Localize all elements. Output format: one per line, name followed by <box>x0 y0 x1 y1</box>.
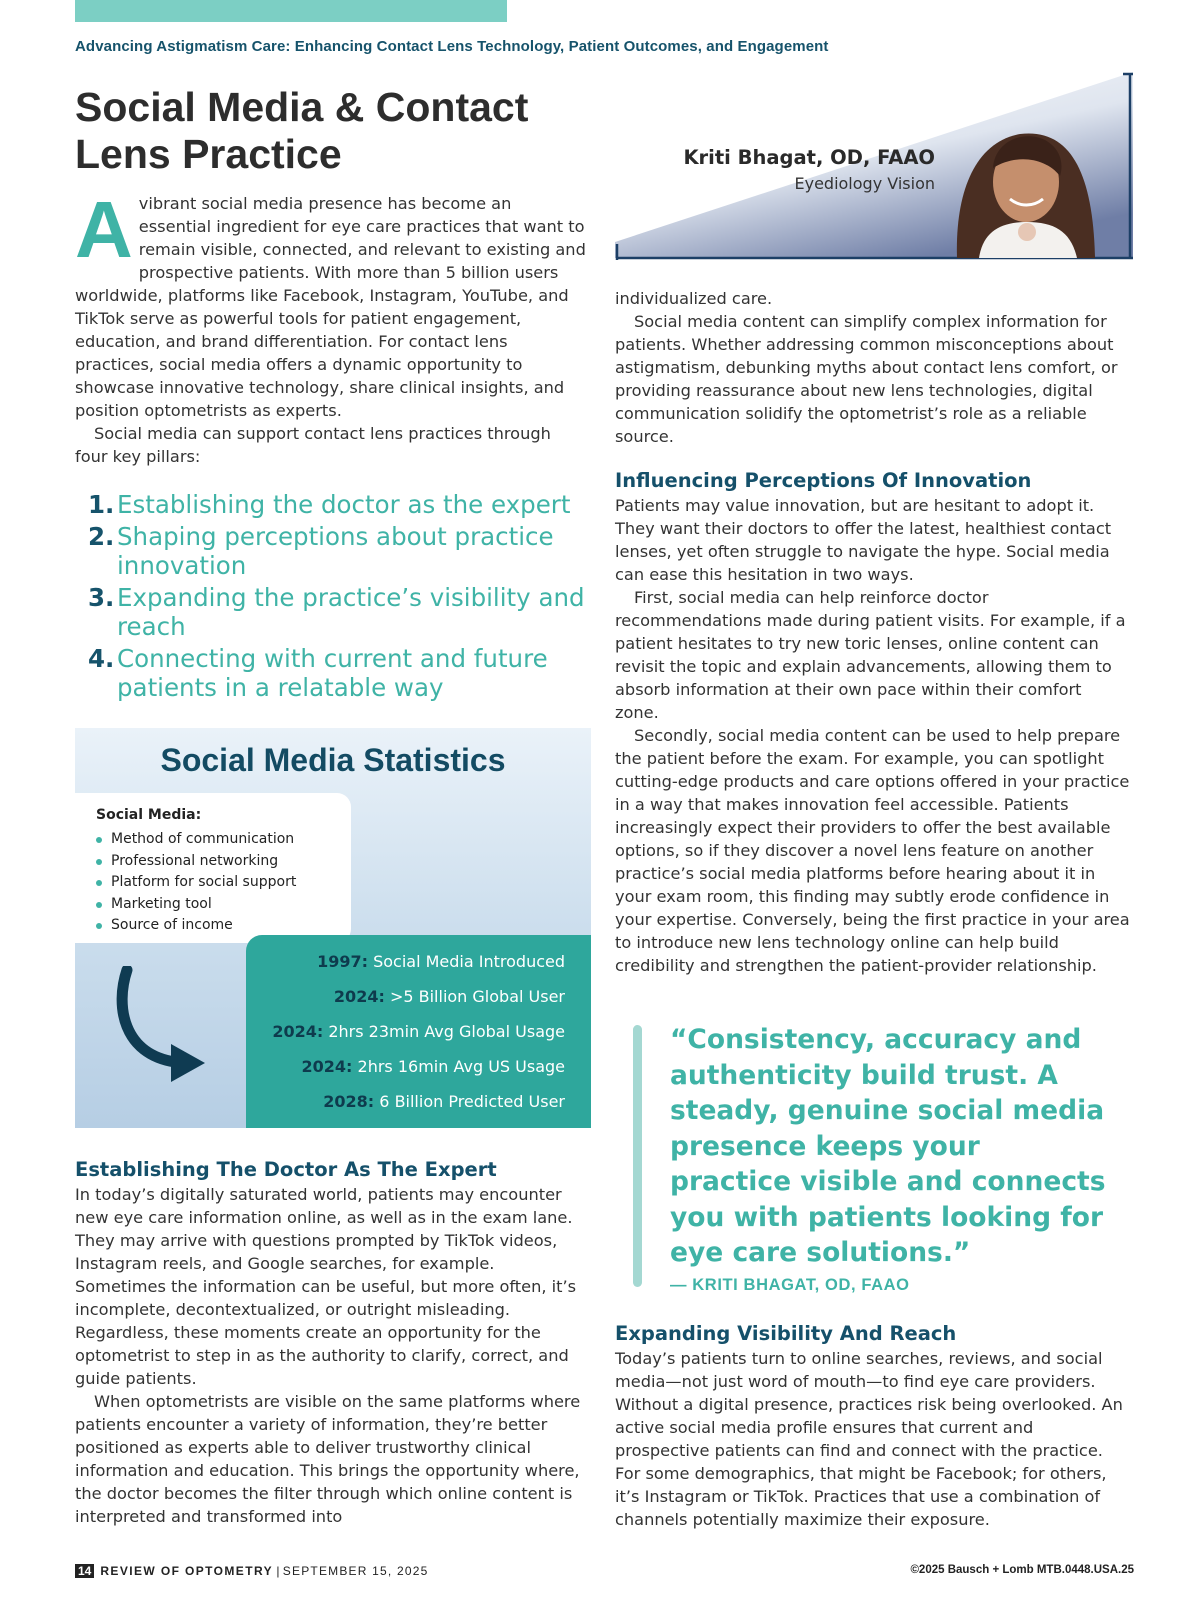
timeline-row <box>323 1092 565 1111</box>
pull-quote: “Consistency, accuracy and authenticity build trust. A steady, genuine social media presence keeps your practice visible and connects you with patients looking for eye care solutions.” <box>670 1024 1106 1268</box>
uses-heading: Social Media: <box>96 807 202 823</box>
pillar-text: Shaping perceptions about practice innovation <box>117 521 554 580</box>
pillar-item <box>88 522 588 581</box>
section-expert-body <box>75 1183 587 1528</box>
uses-item-text: Professional networking <box>111 852 279 869</box>
section-visibility-body <box>615 1347 1130 1531</box>
paragraph: Patients may value innovation, but are hesitant to adopt it. They want their doctors to offer the latest, healthiest contact lenses, yet often struggle to navigate the hype. Social media can ease this hesitation in two ways. <box>615 496 1112 584</box>
right-column-intro <box>615 287 1130 448</box>
social-media-statistics-panel <box>75 728 591 1128</box>
pillar-number: 4. <box>88 643 115 673</box>
intro-paragraph-1: vibrant social media presence has become an essential ingredient for eye care practices that want to remain visible, connected, and relevant to existing and prospective patients. With more than 5 billion users worldwide, platforms like Facebook, Instagram, YouTube, and TikTok serve as powerful tools for patient engagement, education, and brand differentiation. For contact lens practices, social media offers a dynamic opportunity to showcase innovative technology, share clinical insights, and position optometrists as experts. <box>75 194 586 420</box>
timeline-year: 2024: <box>272 1022 324 1041</box>
stats-title: Social Media Statistics <box>160 742 506 778</box>
pillar-item <box>88 644 588 703</box>
issue-date: SEPTEMBER 15, 2025 <box>282 1564 429 1578</box>
section-innovation-body <box>615 494 1130 977</box>
top-accent-bar <box>75 0 507 22</box>
paragraph: Secondly, social media content can be used to help prepare the patient before the exam. For example, you can spotlight cutting-edge products and care options offered in your practice in a way that makes innovation feel accessible. Patients increasingly expect their providers to offer the best available options, so if they discover a novel lens feature on another practice’s social media platforms before hearing about it in your exam room, this finding may subtly erode confidence in your expertise. Conversely, being the first practice in your area to introduce new lens technology online can help build credibility and strengthen the patient-provider relationship. <box>615 726 1130 975</box>
timeline-year: 1997: <box>317 952 368 971</box>
author-card <box>615 72 1133 260</box>
pillars-list <box>88 490 588 705</box>
timeline-year: 2024: <box>333 987 385 1006</box>
bullet-dot-icon <box>96 880 102 886</box>
curved-arrow-icon <box>113 966 213 1091</box>
paragraph: In today’s digitally saturated world, patients may encounter new eye care information online, as well as in the exam lane. They may arrive with questions prompted by TikTok videos, Instagram reels, and Google searches, for example. Sometimes the information can be useful, but more often, it’s incomplete, decontextualized, or outright misleading. Regardless, these moments create an opportunity for the optometrist to step in as the authority to clarify, correct, and guide patients. <box>75 1185 577 1388</box>
uses-item-text: Source of income <box>111 917 233 934</box>
paragraph: Today’s patients turn to online searches, reviews, and social media—not just word of mouth—to find eye care providers. Without a digital presence, practices risk being overlooked. An active social media profile ensures that current and prospective patients can find and connect with the practice. For some demographics, that might be Facebook; for others, it’s Instagram or TikTok. Practices that use a combination of channels potentially maximize their exposure. <box>615 1349 1123 1529</box>
pillar-text: Expanding the practice’s visibility and reach <box>117 582 585 641</box>
pillar-text: Connecting with current and future patients in a relatable way <box>117 643 548 702</box>
uses-item <box>96 894 296 916</box>
uses-item-text: Platform for social support <box>111 874 297 891</box>
uses-item <box>96 872 296 894</box>
timeline-row <box>302 1057 566 1076</box>
article-title <box>75 84 528 178</box>
paragraph: individualized care. <box>615 289 773 308</box>
pillar-item <box>88 583 588 642</box>
timeline-text: 6 Billion Predicted User <box>379 1092 565 1111</box>
timeline-text: 2hrs 16min Avg US Usage <box>357 1057 565 1076</box>
uses-item-text: Method of communication <box>111 831 295 847</box>
section-heading-visibility: Expanding Visibility And Reach <box>615 1322 957 1345</box>
section-kicker: Advancing Astigmatism Care: Enhancing Contact Lens Technology, Patient Outcomes, and Engagement <box>75 38 829 55</box>
timeline-text: 2hrs 23min Avg Global Usage <box>328 1022 565 1041</box>
author-name: Kriti Bhagat, OD, FAAO <box>683 146 935 169</box>
footer-left <box>75 1564 428 1578</box>
uses-item <box>96 915 296 937</box>
author-organization: Eyediology Vision <box>794 174 935 193</box>
pillar-number: 3. <box>88 582 115 612</box>
pillar-text: Establishing the doctor as the expert <box>117 490 571 519</box>
title-line-2: Lens Practice <box>75 131 342 177</box>
section-heading-innovation: Influencing Perceptions Of Innovation <box>615 469 1032 492</box>
section-heading-expert: Establishing The Doctor As The Expert <box>75 1158 497 1181</box>
page-number: 14 <box>75 1564 94 1578</box>
pillar-number: 1. <box>88 490 115 519</box>
uses-item-text: Marketing tool <box>111 895 212 912</box>
social-media-uses-box <box>75 793 351 943</box>
timeline-text: >5 Billion Global User <box>389 987 565 1006</box>
footer-separator: | <box>276 1564 280 1578</box>
bullet-dot-icon <box>96 859 102 865</box>
uses-list <box>96 829 296 937</box>
bullet-dot-icon <box>96 902 102 908</box>
uses-item <box>96 851 296 873</box>
timeline-row <box>317 952 565 971</box>
paragraph: First, social media can help reinforce doctor recommendations made during patient visits. For example, if a patient hesitates to try new toric lenses, online content can revisit the topic and explain advancements, allowing them to absorb information at their own pace within their comfort zone. <box>615 588 1126 722</box>
paragraph: Social media content can simplify complex information for patients. Whether addressing common misconceptions about astigmatism, debunking myths about contact lens comfort, or providing reassurance about new lens technologies, digital communication solidify the optometrist’s role as a reliable source. <box>615 312 1118 446</box>
publication-name: REVIEW OF OPTOMETRY <box>100 1564 273 1578</box>
bullet-dot-icon <box>96 837 102 843</box>
intro-text <box>75 185 587 468</box>
footer-copyright: ©2025 Bausch + Lomb MTB.0448.USA.25 <box>910 1564 1134 1576</box>
timeline-year: 2024: <box>301 1057 353 1076</box>
bullet-dot-icon <box>96 923 102 929</box>
pillar-number: 2. <box>88 521 115 551</box>
timeline-box <box>246 935 591 1128</box>
title-line-1: Social Media & Contact <box>75 84 529 130</box>
quote-attribution: — KRITI BHAGAT, OD, FAAO <box>670 1276 910 1294</box>
pillar-item <box>88 490 588 520</box>
timeline-row <box>272 1022 565 1041</box>
paragraph: When optometrists are visible on the same platforms where patients encounter a variety of information, they’re better positioned as experts able to deliver trustworthy clinical information and education. This brings the opportunity where, the doctor becomes the filter through which online content is interpreted and transformed into <box>75 1392 581 1526</box>
timeline-text: Social Media Introduced <box>373 952 565 971</box>
intro-paragraph-2: Social media can support contact lens practices through four key pillars: <box>75 424 551 466</box>
timeline-row <box>334 987 565 1006</box>
uses-item <box>96 829 296 851</box>
timeline-year: 2028: <box>323 1092 375 1111</box>
drop-cap: A <box>75 185 133 274</box>
quote-accent-bar <box>633 1025 642 1287</box>
